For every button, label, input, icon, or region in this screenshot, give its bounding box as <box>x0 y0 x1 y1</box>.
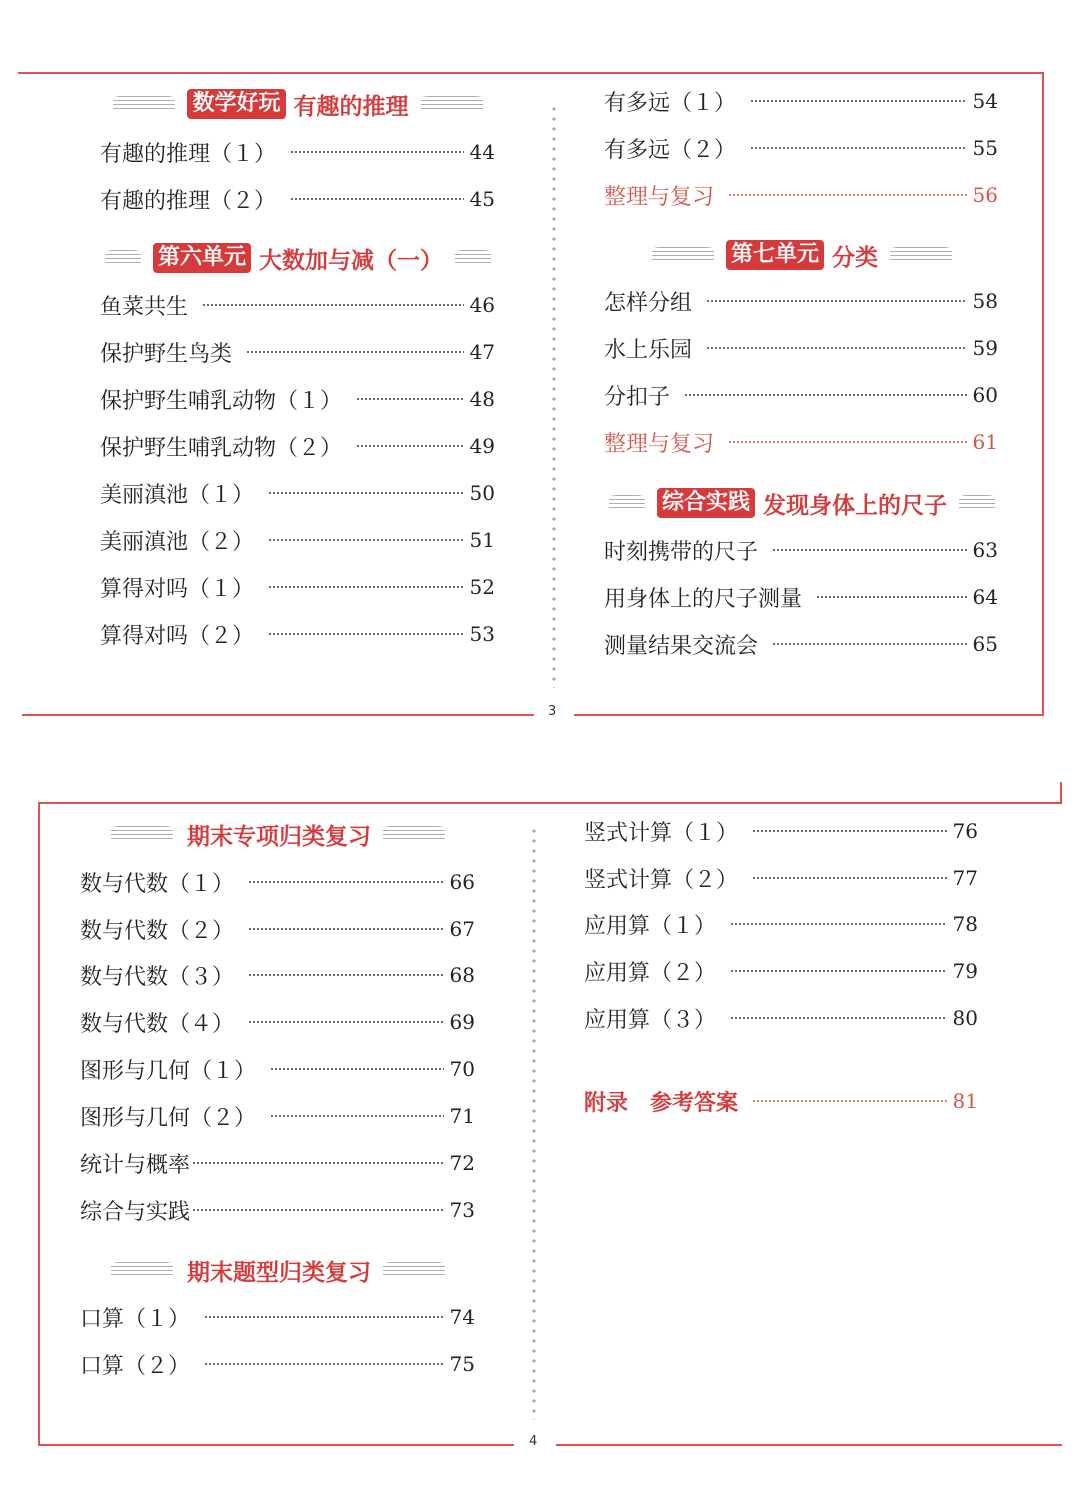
wave-ornament-icon <box>111 826 173 842</box>
page3-right-border <box>1042 72 1044 714</box>
wave-ornament-icon <box>105 250 141 266</box>
toc-entry[interactable] <box>80 958 475 992</box>
toc-entry[interactable] <box>80 1146 475 1180</box>
dot-leader <box>706 347 967 349</box>
dot-leader <box>752 877 947 879</box>
dot-leader <box>706 300 967 302</box>
toc-entry[interactable] <box>604 378 998 412</box>
dot-leader <box>728 441 967 443</box>
toc-entry[interactable] <box>80 865 475 899</box>
entry-page: 72 <box>449 1151 475 1175</box>
entry-page: 66 <box>449 870 475 894</box>
dot-leader <box>750 100 967 102</box>
toc-entry-review[interactable] <box>604 178 998 212</box>
entry-title: 时刻携带的尺子 <box>604 539 759 565</box>
entry-title: 整理与复习 <box>604 184 715 210</box>
page4-bottom-border-left <box>38 1444 514 1446</box>
dot-leader <box>248 881 444 883</box>
page3-number: 3 <box>548 704 557 719</box>
entry-title: 水上乐园 <box>604 337 693 363</box>
dot-leader <box>752 830 947 832</box>
toc-entry[interactable] <box>80 1193 475 1227</box>
entry-page: 46 <box>469 293 495 317</box>
dot-leader <box>728 194 967 196</box>
toc-entry[interactable] <box>584 907 978 941</box>
toc-entry[interactable] <box>100 570 495 604</box>
dot-leader <box>192 1209 444 1211</box>
entry-title: 有趣的推理（２） <box>100 188 277 214</box>
entry-title: 测量结果交流会 <box>604 633 759 659</box>
toc-entry[interactable] <box>100 382 495 416</box>
toc-entry[interactable] <box>584 814 978 848</box>
entry-title: 用身体上的尺子测量 <box>604 586 803 612</box>
toc-entry[interactable] <box>100 288 495 322</box>
toc-entry[interactable] <box>604 580 998 614</box>
entry-page: 70 <box>449 1057 475 1081</box>
dot-leader <box>730 923 947 925</box>
dot-leader <box>248 1021 444 1023</box>
page3-bottom-border-left <box>22 714 534 716</box>
dot-leader <box>192 1162 444 1164</box>
toc-entry[interactable] <box>80 1052 475 1086</box>
entry-title: 统计与概率 <box>80 1152 191 1178</box>
entry-page: 56 <box>972 183 998 207</box>
dot-leader <box>202 304 464 306</box>
section-title: 发现身体上的尺子 <box>763 492 947 519</box>
entry-page: 53 <box>469 622 495 646</box>
entry-title: 数与代数（１） <box>80 871 235 897</box>
entry-title: 美丽滇池（１） <box>100 482 255 508</box>
entry-page: 76 <box>952 819 978 843</box>
entry-title: 算得对吗（２） <box>100 623 255 649</box>
entry-title: 保护野生哺乳动物（１） <box>100 388 343 414</box>
dot-leader <box>268 539 464 541</box>
entry-page: 61 <box>972 430 998 454</box>
entry-page: 80 <box>952 1006 978 1030</box>
entry-title: 附录 参考答案 <box>584 1090 739 1116</box>
page3-column-divider <box>552 104 556 688</box>
entry-title: 图形与几何（２） <box>80 1105 257 1131</box>
toc-entry[interactable] <box>80 1347 475 1381</box>
dot-leader <box>290 151 464 153</box>
toc-entry[interactable] <box>584 1001 978 1035</box>
wave-ornament-icon <box>455 250 491 266</box>
dot-leader <box>290 198 464 200</box>
section-title: 大数加与减（一） <box>259 247 443 274</box>
section-title: 分类 <box>832 244 878 271</box>
entry-title: 分扣子 <box>604 384 671 410</box>
section-title: 期末题型归类复习 <box>187 1259 371 1286</box>
entry-page: 44 <box>469 140 495 164</box>
entry-page: 65 <box>972 632 998 656</box>
page3-top-border <box>18 72 1042 74</box>
entry-title: 竖式计算（１） <box>584 820 739 846</box>
dot-leader <box>772 643 967 645</box>
entry-page: 78 <box>952 912 978 936</box>
entry-page: 71 <box>449 1104 475 1128</box>
entry-title: 保护野生哺乳动物（２） <box>100 435 343 461</box>
toc-entry[interactable] <box>604 627 998 661</box>
entry-page: 55 <box>972 136 998 160</box>
dot-leader <box>356 398 464 400</box>
dot-leader <box>752 1100 947 1102</box>
section-header-unit-6 <box>98 241 498 275</box>
wave-ornament-icon <box>959 495 995 511</box>
page4-number: 4 <box>529 1434 538 1449</box>
entry-page: 47 <box>469 340 495 364</box>
section-header-question-types <box>78 1253 478 1287</box>
entry-title: 美丽滇池（２） <box>100 529 255 555</box>
dot-leader <box>204 1316 444 1318</box>
section-header-practice <box>602 486 1002 520</box>
page3-bottom-border-right <box>574 714 1044 716</box>
dot-leader <box>248 928 444 930</box>
dot-leader <box>730 1017 947 1019</box>
entry-page: 79 <box>952 959 978 983</box>
wave-ornament-icon <box>890 247 952 263</box>
toc-entry[interactable] <box>604 131 998 165</box>
wave-ornament-icon <box>421 96 483 112</box>
entry-title: 数与代数（３） <box>80 964 235 990</box>
section-badge: 第六单元 <box>153 243 251 273</box>
toc-entry[interactable] <box>80 1099 475 1133</box>
entry-title: 保护野生鸟类 <box>100 341 233 367</box>
dot-leader <box>270 1068 444 1070</box>
dot-leader <box>816 596 967 598</box>
entry-title: 综合与实践 <box>80 1199 191 1225</box>
entry-title: 应用算（３） <box>584 1007 717 1033</box>
entry-title: 整理与复习 <box>604 431 715 457</box>
entry-page: 81 <box>952 1089 978 1113</box>
entry-page: 58 <box>972 289 998 313</box>
entry-page: 59 <box>972 336 998 360</box>
toc-entry-review[interactable] <box>604 425 998 459</box>
wave-ornament-icon <box>383 1262 445 1278</box>
toc-page-4 <box>0 740 1080 1493</box>
entry-page: 63 <box>972 538 998 562</box>
entry-page: 45 <box>469 187 495 211</box>
toc-entry[interactable] <box>100 617 495 651</box>
toc-entry[interactable] <box>100 335 495 369</box>
page4-bottom-border-right <box>556 1444 1062 1446</box>
toc-entry[interactable] <box>100 523 495 557</box>
toc-entry-appendix[interactable] <box>584 1084 978 1118</box>
entry-page: 48 <box>469 387 495 411</box>
page4-top-border <box>38 802 1062 804</box>
entry-page: 51 <box>469 528 495 552</box>
toc-entry[interactable] <box>584 954 978 988</box>
section-header-unit-7 <box>602 238 1002 272</box>
wave-ornament-icon <box>652 247 714 263</box>
entry-title: 应用算（２） <box>584 960 717 986</box>
section-badge: 数学好玩 <box>187 89 285 119</box>
toc-entry[interactable] <box>100 135 495 169</box>
dot-leader <box>248 974 444 976</box>
entry-page: 75 <box>449 1352 475 1376</box>
entry-page: 73 <box>449 1198 475 1222</box>
entry-title: 竖式计算（２） <box>584 867 739 893</box>
toc-entry[interactable] <box>80 1300 475 1334</box>
dot-leader <box>772 549 967 551</box>
section-title: 期末专项归类复习 <box>187 823 371 850</box>
wave-ornament-icon <box>113 96 175 112</box>
entry-page: 50 <box>469 481 495 505</box>
entry-page: 67 <box>449 917 475 941</box>
dot-leader <box>204 1363 444 1365</box>
dot-leader <box>750 147 967 149</box>
entry-title: 有趣的推理（１） <box>100 141 277 167</box>
entry-page: 69 <box>449 1010 475 1034</box>
wave-ornament-icon <box>383 826 445 842</box>
entry-page: 54 <box>972 89 998 113</box>
entry-page: 49 <box>469 434 495 458</box>
toc-entry[interactable] <box>604 331 998 365</box>
page4-column-divider <box>532 826 536 1420</box>
entry-title: 有多远（２） <box>604 137 737 163</box>
entry-page: 77 <box>952 866 978 890</box>
entry-page: 52 <box>469 575 495 599</box>
toc-entry[interactable] <box>100 182 495 216</box>
toc-entry[interactable] <box>100 429 495 463</box>
entry-page: 68 <box>449 963 475 987</box>
entry-title: 有多远（１） <box>604 90 737 116</box>
wave-ornament-icon <box>111 1262 173 1278</box>
section-header-math-fun <box>98 87 498 121</box>
section-badge: 第七单元 <box>726 240 824 270</box>
dot-leader <box>684 394 967 396</box>
toc-entry[interactable] <box>604 284 998 318</box>
dot-leader <box>268 586 464 588</box>
toc-entry[interactable] <box>604 533 998 567</box>
dot-leader <box>730 970 947 972</box>
entry-title: 口算（２） <box>80 1353 191 1379</box>
section-title: 有趣的推理 <box>293 93 409 120</box>
dot-leader <box>356 445 464 447</box>
dot-leader <box>270 1115 444 1117</box>
wave-ornament-icon <box>609 495 645 511</box>
page4-left-border <box>38 802 40 1446</box>
toc-page-3 <box>0 0 1080 740</box>
section-header-final-review <box>78 817 478 851</box>
section-badge: 综合实践 <box>657 488 755 518</box>
entry-title: 数与代数（２） <box>80 918 235 944</box>
toc-entry[interactable] <box>100 476 495 510</box>
page4-right-tick <box>1060 782 1062 802</box>
entry-page: 64 <box>972 585 998 609</box>
entry-page: 60 <box>972 383 998 407</box>
entry-title: 数与代数（４） <box>80 1011 235 1037</box>
entry-title: 怎样分组 <box>604 290 693 316</box>
dot-leader <box>268 633 464 635</box>
toc-entry[interactable] <box>80 912 475 946</box>
entry-title: 图形与几何（１） <box>80 1058 257 1084</box>
dot-leader <box>268 492 464 494</box>
entry-title: 应用算（１） <box>584 913 717 939</box>
dot-leader <box>246 351 464 353</box>
entry-page: 74 <box>449 1305 475 1329</box>
entry-title: 算得对吗（１） <box>100 576 255 602</box>
entry-title: 鱼菜共生 <box>100 294 189 320</box>
entry-title: 口算（１） <box>80 1306 191 1332</box>
toc-entry[interactable] <box>80 1005 475 1039</box>
toc-entry[interactable] <box>584 861 978 895</box>
toc-entry[interactable] <box>604 84 998 118</box>
